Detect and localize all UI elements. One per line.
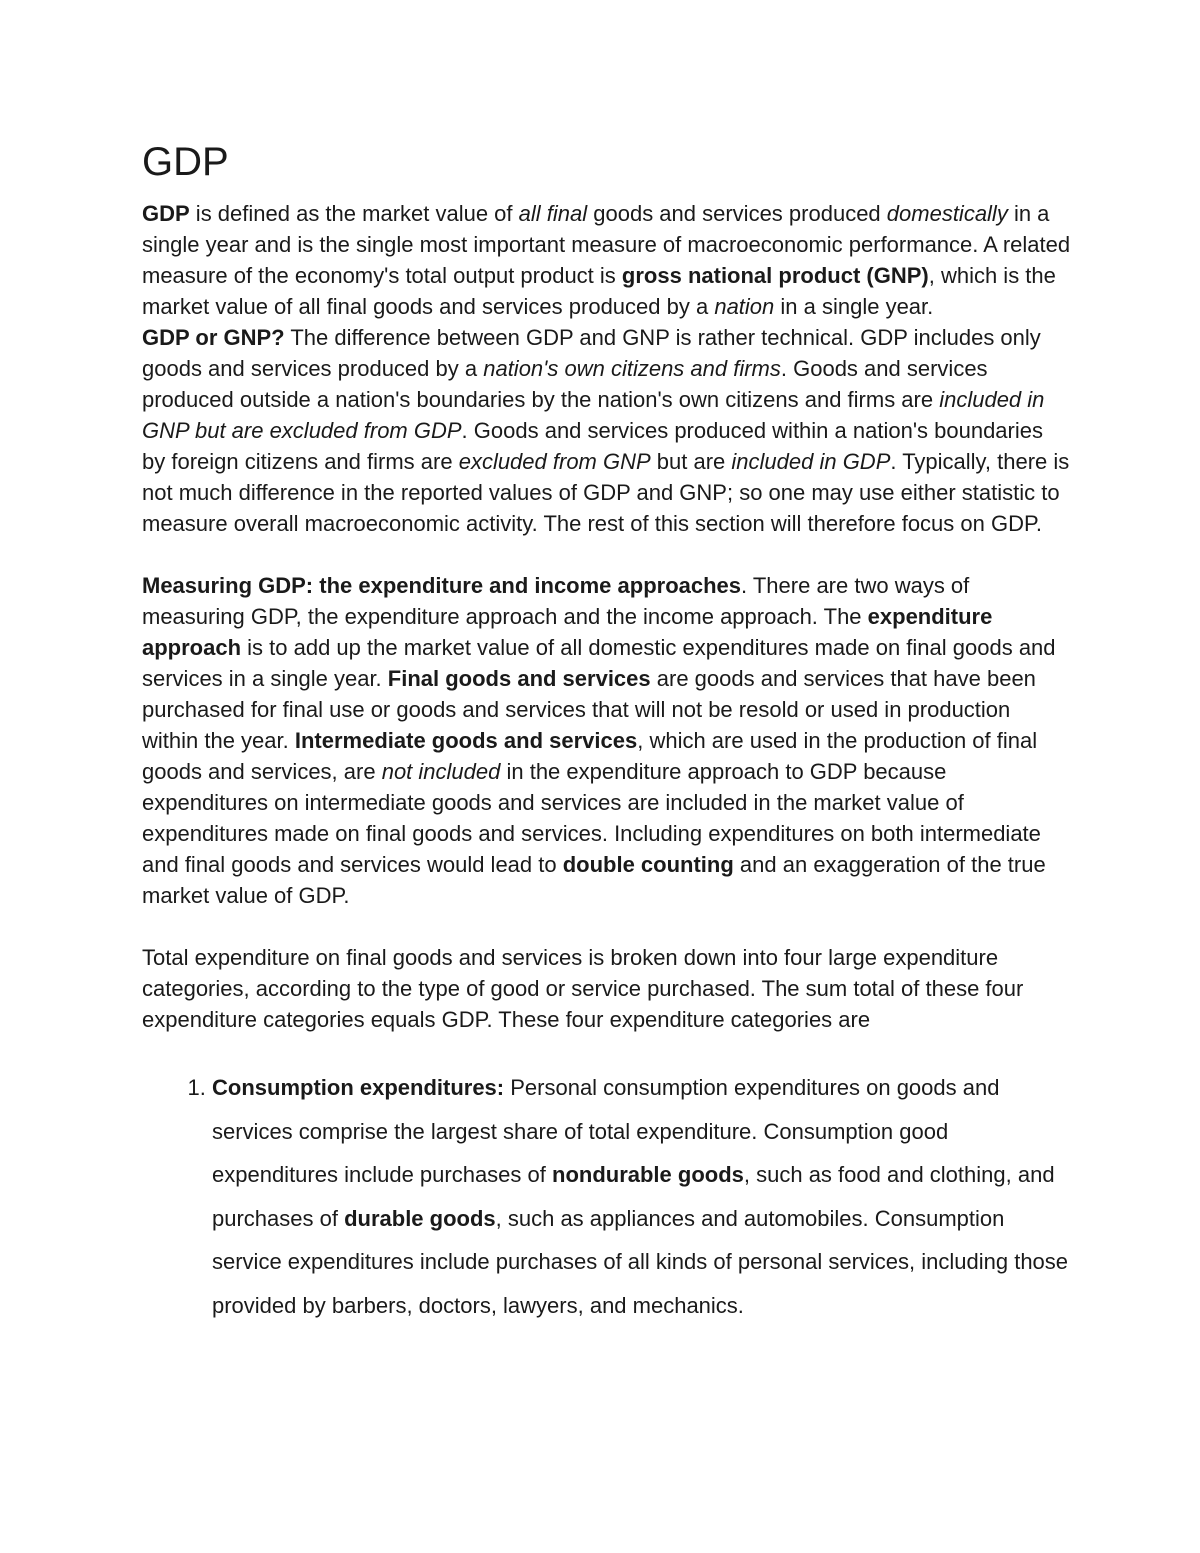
paragraph-gdp-or-gnp: GDP or GNP? The difference between GDP and GNP is rather technical. GDP includes only goods and services produced by a nation's own citizens and firms. Goods and services produced outside a nation's boundaries by the nation's own citizens and firms are included in GNP but are excluded from GDP. Goods and services produced within a nation's boundaries by foreign citizens and firms are excluded from GNP but are included in GDP. Typically, there is not much difference in the reported values of GDP and GNP; so one may use either statistic to measure overall macroeconomic activity. The rest of this section will therefore focus on GDP. (142, 325, 1070, 536)
paragraph-expenditure-categories: Total expenditure on final goods and services is broken down into four large expenditure categories, according to the type of good or service purchased. The sum total of these four expenditure categories equals GDP. These four expenditure categories are (142, 945, 1024, 1032)
paragraph-gdp-definition: GDP is defined as the market value of all final goods and services produced domestically in a single year and is the single most important measure of macroeconomic performance. A related measure of the economy's total output product is gross national product (GNP), which is the market value of all final goods and services produced by a nation in a single year. (142, 201, 1071, 319)
document-title: GDP (142, 140, 229, 184)
document-page (142, 140, 1072, 1327)
list-item-consumption: 1. Consumption expenditures: Personal consumption expenditures on goods and services comprise the largest share of total expenditure. Consumption good expenditures include purchases of nondurable goods, such as food and clothing, and purchases of durable goods, such as appliances and automobiles. Consumption service expenditures include purchases of all kinds of personal services, including those provided by barbers, doctors, lawyers, and mechanics. (212, 1066, 1072, 1327)
expenditure-categories-list (142, 1066, 1072, 1327)
paragraph-measuring-gdp: Measuring GDP: the expenditure and income approaches. There are two ways of measuring GDP, the expenditure approach and the income approach. The expenditure approach is to add up the market value of all domestic expenditures made on final goods and services in a single year. Final goods and services are goods and services that have been purchased for final use or goods and services that will not be resold or used in production within the year. Intermediate goods and services, which are used in the production of final goods and services, are not included in the expenditure approach to GDP because expenditures on intermediate goods and services are included in the market value of expenditures made on final goods and services. Including expenditures on both intermediate and final goods and services would lead to double counting and an exaggeration of the true market value of GDP. (142, 573, 1056, 908)
